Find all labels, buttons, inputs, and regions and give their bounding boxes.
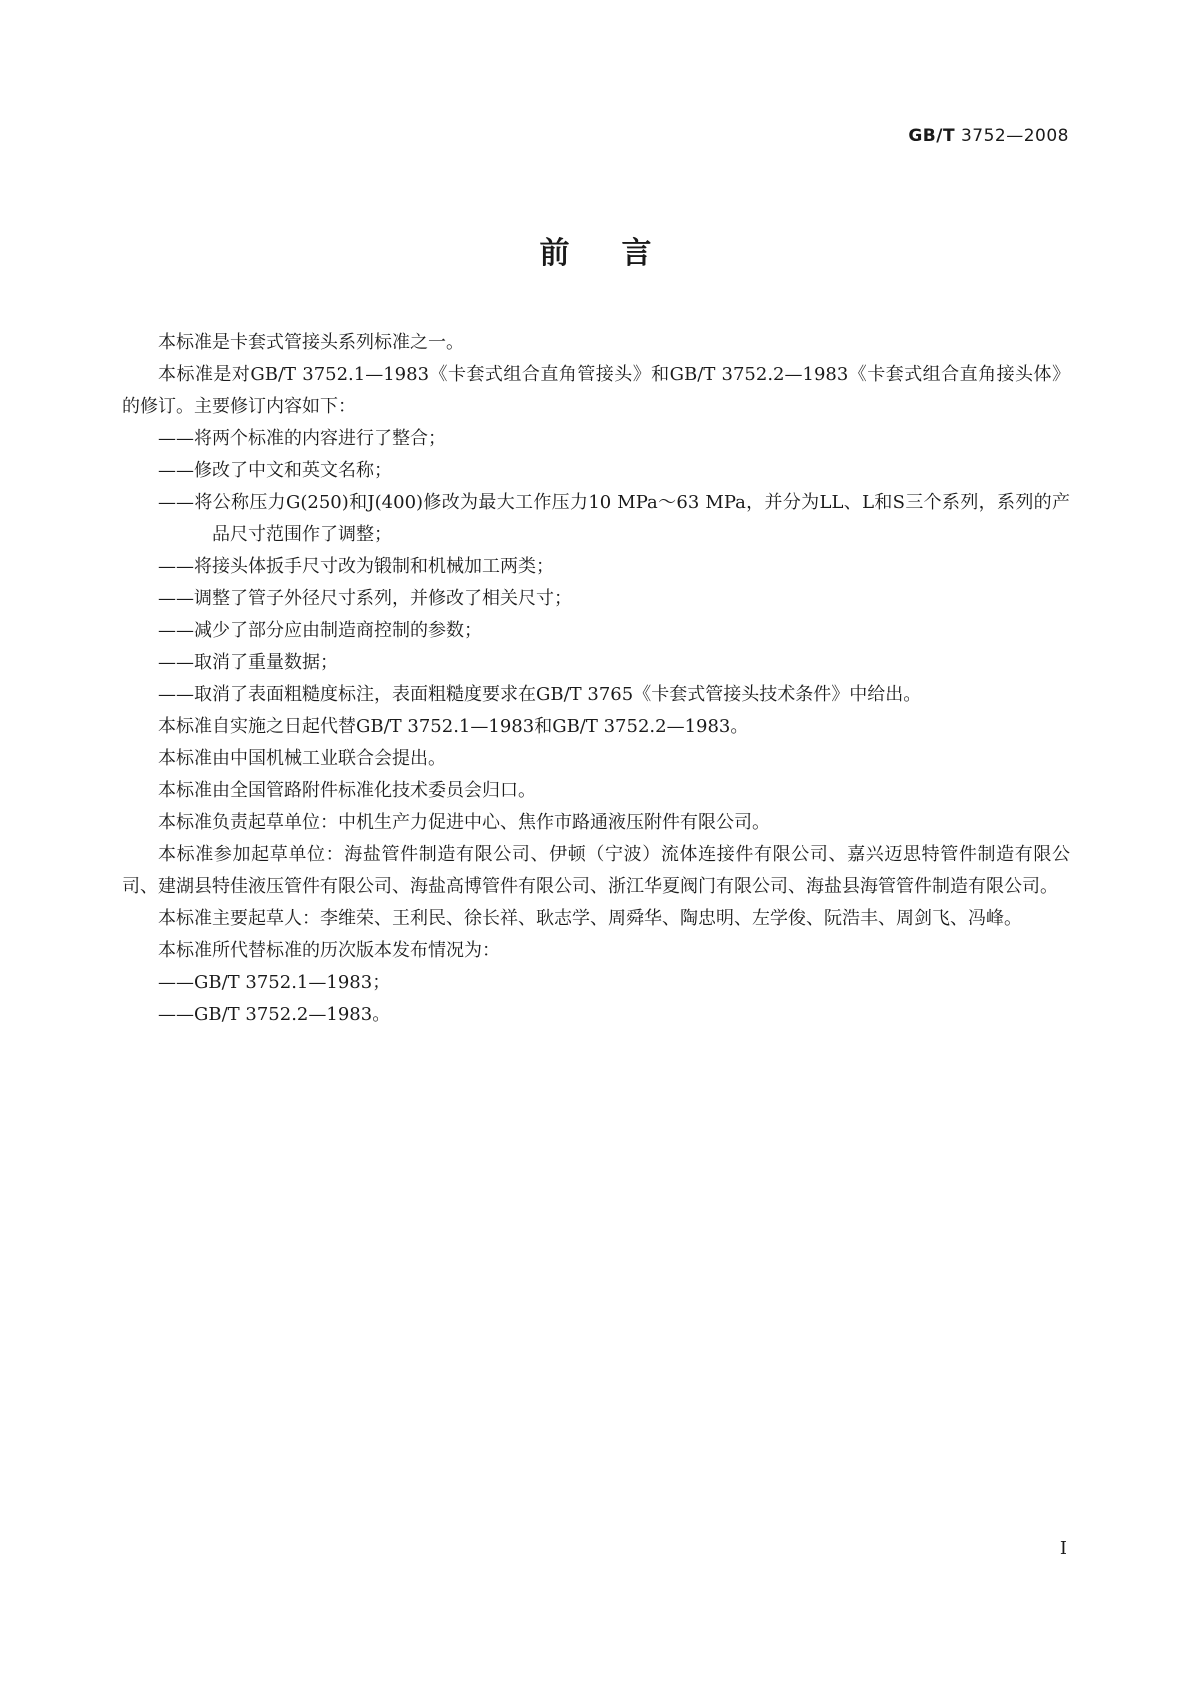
- document-body: [122, 327, 1070, 1031]
- revision-item: ——将公称压力G(250)和J(400)修改为最大工作压力10 MPa～63 MPa，并分为LL、L和S三个系列，系列的产品尺寸范围作了调整；: [158, 492, 1070, 545]
- replaced-version-item: ——GB/T 3752.1—1983；: [158, 972, 391, 993]
- revision-item: ——减少了部分应由制造商控制的参数；: [158, 620, 482, 641]
- revision-item: ——将接头体扳手尺寸改为锻制和机械加工两类；: [158, 556, 554, 577]
- revision-item: ——修改了中文和英文名称；: [158, 460, 392, 481]
- paragraph: 本标准是对GB/T 3752.1—1983《卡套式组合直角管接头》和GB/T 3752.2—1983《卡套式组合直角接头体》的修订。主要修订内容如下：: [122, 364, 1070, 417]
- standard-code: [908, 126, 1069, 146]
- paragraph: 本标准由全国管路附件标准化技术委员会归口。: [158, 780, 536, 801]
- revision-item: ——取消了表面粗糙度标注，表面粗糙度要求在GB/T 3765《卡套式管接头技术条件》中给出。: [158, 684, 922, 705]
- revision-item: ——取消了重量数据；: [158, 652, 338, 673]
- standard-code-prefix: GB/T: [908, 126, 956, 146]
- paragraph: 本标准由中国机械工业联合会提出。: [158, 748, 446, 769]
- revision-item: ——将两个标准的内容进行了整合；: [158, 428, 446, 449]
- standard-code-number: 3752—2008: [960, 126, 1069, 146]
- paragraph: 本标准自实施之日起代替GB/T 3752.1—1983和GB/T 3752.2—1983。: [158, 716, 749, 737]
- paragraph: 本标准所代替标准的历次版本发布情况为：: [158, 940, 500, 961]
- revision-item: ——调整了管子外径尺寸系列，并修改了相关尺寸；: [158, 588, 572, 609]
- page-number: I: [1059, 1538, 1067, 1559]
- paragraph: 本标准负责起草单位：中机生产力促进中心、焦作市路通液压附件有限公司。: [158, 812, 770, 833]
- paragraph: 本标准是卡套式管接头系列标准之一。: [158, 332, 464, 353]
- paragraph: 本标准主要起草人：李维荣、王利民、徐长祥、耿志学、周舜华、陶忠明、左学俊、阮浩丰、周剑飞、冯峰。: [158, 908, 1022, 929]
- page-title: 前言: [539, 236, 704, 271]
- paragraph: 本标准参加起草单位：海盐管件制造有限公司、伊顿（宁波）流体连接件有限公司、嘉兴迈思特管件制造有限公司、建湖县特佳液压管件有限公司、海盐高博管件有限公司、浙江华夏阀门有限公司、海盐县海管管件制造有限公司。: [122, 844, 1070, 897]
- replaced-version-item: ——GB/T 3752.2—1983。: [158, 1004, 391, 1025]
